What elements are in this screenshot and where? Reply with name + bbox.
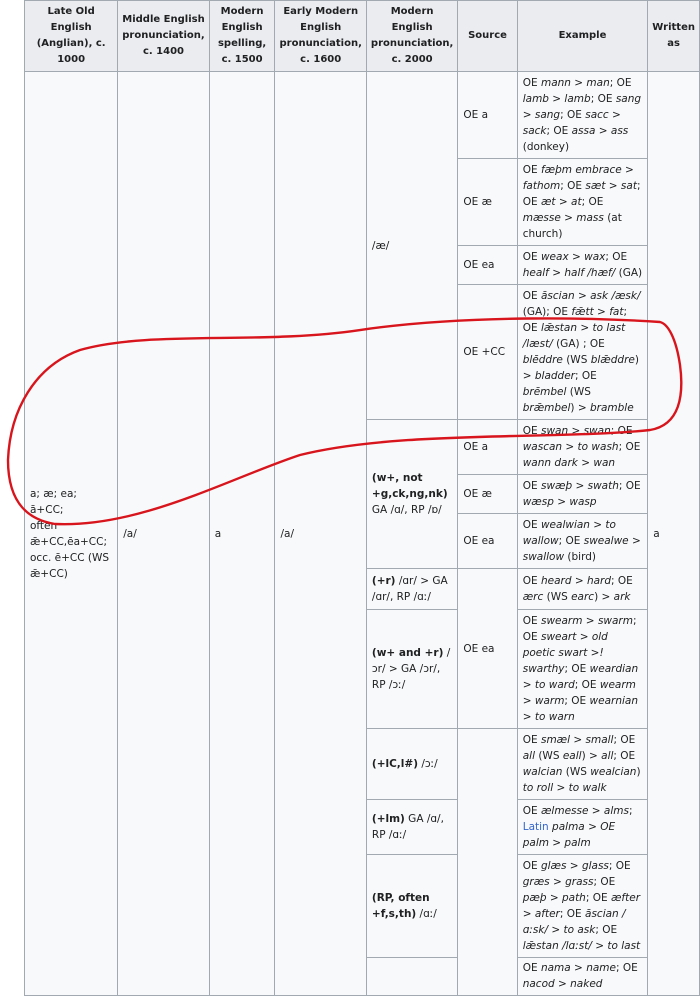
example-text: ; OE [593, 876, 616, 888]
example-text: brēmbel [522, 386, 567, 398]
example-text: OE [522, 251, 541, 263]
example-cell [517, 159, 648, 246]
header-early-modern[interactable]: Early Modern English pronunciation, c. 1600 [275, 1, 366, 72]
example-text: ; OE [560, 109, 586, 121]
example-text: ; OE [605, 251, 628, 263]
written-as-cell: a [648, 72, 700, 996]
source-cell: OE æ [458, 159, 517, 246]
example-text: (WS [562, 354, 591, 366]
example-text: all [601, 750, 614, 762]
header-modern-pronunciation[interactable]: Modern English pronunciation, c. 2000 [366, 1, 457, 72]
modern-pron-lm [366, 800, 457, 855]
example-text: OE [522, 425, 541, 437]
example-text: bladder [534, 370, 575, 382]
example-text: ; OE [581, 196, 604, 208]
example-text: OE [522, 805, 541, 817]
example-text: walcian [522, 766, 563, 778]
example-text: græs > grass [522, 876, 594, 888]
example-text: ærc [522, 591, 544, 603]
example-cell [517, 569, 648, 610]
example-text: ; OE [613, 750, 636, 762]
middle-english-cell: /a/ [118, 72, 209, 996]
example-text: ; OE [610, 425, 633, 437]
example-text: nama > name [540, 962, 616, 974]
condition-text: (w+, not +g,ck,ng,nk) [371, 472, 448, 500]
example-cell [517, 855, 648, 958]
example-text: (WS [535, 750, 563, 762]
example-text: to roll > to walk [522, 782, 607, 794]
example-text: swan > swan [540, 425, 611, 437]
example-text: āscian /ɑːsk/ > to ask [522, 908, 626, 936]
pron-text: GA /ɑ/, RP /ɑː/ [371, 813, 444, 841]
example-text: nacod > naked [522, 978, 603, 990]
example-text: ) > [594, 591, 614, 603]
example-text: sweart > old poetic swart >! swarthy [522, 631, 608, 675]
example-text: swæþ > swath [540, 480, 619, 492]
example-text: eall [562, 750, 582, 762]
example-text: ; OE [590, 93, 616, 105]
header-source[interactable]: Source [458, 1, 517, 72]
example-text: OE [522, 290, 541, 302]
example-text: ark [613, 591, 631, 603]
example-text: swearm > swarm [540, 615, 633, 627]
example-text: ; OE [564, 663, 590, 675]
header-written-as[interactable]: Written as [648, 1, 700, 72]
modern-pron-rp [366, 855, 457, 958]
example-text: pæþ > path [522, 892, 586, 904]
example-text: weax > wax [540, 251, 606, 263]
example-text: OE [522, 164, 541, 176]
example-cell [517, 800, 648, 855]
header-middle-english[interactable]: Middle English pronunciation, c. 1400 [118, 1, 209, 72]
example-text: assa > ass [571, 125, 629, 137]
header-late-old-english[interactable]: Late Old English (Anglian), c. 1000 [25, 1, 118, 72]
example-text: lamb > lamb [522, 93, 591, 105]
source-cell: OE a [458, 420, 517, 475]
source-cell: OE a [458, 72, 517, 159]
pron-text: GA /ɑ/, RP /ɒ/ [371, 504, 442, 516]
modern-pron-ae: /æ/ [366, 72, 457, 420]
modern-pron-lc [366, 729, 457, 800]
example-text: ; [628, 805, 633, 817]
example-text: (donkey) [522, 141, 570, 153]
example-text: ) [636, 766, 641, 778]
example-text: lǣstan > to last /læst/ [522, 322, 626, 350]
example-text: ; OE [585, 892, 611, 904]
example-text: ; OE [618, 441, 641, 453]
condition-text: (+lm) [371, 813, 405, 825]
example-text: ; OE [560, 180, 586, 192]
example-cell [517, 958, 648, 996]
cell-text: occ. ē+CC (WS [30, 551, 110, 564]
example-text: fæþm embrace > fathom [522, 164, 634, 192]
example-text: healf > half /hæf/ [522, 267, 616, 279]
cell-text: a; æ; ea; ā+CC; [30, 487, 77, 516]
header-example[interactable]: Example [517, 1, 648, 72]
example-text: ; OE [613, 734, 636, 746]
example-text: ; OE [558, 535, 584, 547]
example-text: earc [571, 591, 595, 603]
example-text: OE [522, 734, 541, 746]
example-text: ; OE [522, 306, 627, 334]
example-text: æfter > after [522, 892, 641, 920]
example-text: (GA) [615, 267, 643, 279]
header-row [25, 1, 700, 72]
table-row [25, 72, 700, 159]
source-cell: OE æ [458, 475, 517, 514]
example-text: ; OE [595, 924, 618, 936]
modern-spelling-cell: a [209, 72, 275, 996]
example-cell [517, 514, 648, 569]
condition-text: (RP, often +f,s,th) [371, 892, 430, 920]
cell-text: ǣ+CC) [30, 567, 68, 580]
example-text: wann dark > wan [522, 457, 616, 469]
example-text: ælmesse > alms [540, 805, 629, 817]
source-cell: OE ea [458, 569, 517, 729]
example-text: OE [522, 860, 541, 872]
example-text: smæl > small [540, 734, 614, 746]
example-text: ; OE [574, 370, 597, 382]
pron-text: /ɑː/ [416, 908, 437, 920]
modern-pron-w-not [366, 420, 457, 569]
pron-text: /ɑr/ > GA /ɑr/, RP /ɑː/ [371, 575, 448, 603]
early-modern-cell: /a/ [275, 72, 366, 996]
example-text: OE [522, 480, 541, 492]
example-text: sang > sang [522, 93, 642, 121]
example-text: wealcian [590, 766, 637, 778]
example-cell [517, 285, 648, 420]
example-text: OE [522, 575, 541, 587]
example-text: ) > [570, 402, 590, 414]
example-text: ; OE [546, 125, 572, 137]
example-text: brǣmbel [522, 402, 571, 414]
example-text: wæsp > wasp [522, 496, 597, 508]
example-text: (at church) [522, 212, 622, 240]
example-text: glæs > glass [540, 860, 609, 872]
example-text: (WS [562, 766, 591, 778]
example-cell [517, 729, 648, 800]
example-text: all [522, 750, 535, 762]
example-text: ; OE [522, 615, 637, 643]
example-text: wearnian > to warn [522, 695, 639, 723]
example-text: weardian > to ward [522, 663, 639, 691]
late-old-english-cell [25, 72, 118, 996]
example-text: wearm > warm [522, 679, 636, 707]
modern-pron-cut [366, 958, 457, 996]
example-link[interactable]: Latin [522, 821, 549, 833]
example-text: lǣstan /lɑːst/ > to last [522, 940, 641, 952]
example-text: ; OE [611, 575, 633, 587]
example-cell [517, 420, 648, 475]
example-text: bramble [590, 402, 634, 414]
example-text: ) > [581, 750, 602, 762]
example-text: sæt > sat [585, 180, 637, 192]
example-text: OE [522, 77, 541, 89]
pron-text: /ɔː/ [418, 758, 438, 770]
example-text: fǣtt > fat [571, 306, 624, 318]
example-cell [517, 246, 648, 285]
example-text: OE [522, 519, 541, 531]
example-text: ; OE [609, 77, 632, 89]
example-text: ; OE [522, 180, 641, 208]
example-text: swealwe > swallow [522, 535, 641, 563]
example-text: ; OE [618, 480, 641, 492]
cell-text: ǣ+CC,ēa+CC; [30, 535, 108, 548]
header-modern-spelling[interactable]: Modern English spelling, c. 1500 [209, 1, 275, 72]
cell-text: often [30, 519, 58, 532]
modern-pron-r [366, 569, 457, 610]
example-text: ; OE [559, 908, 586, 920]
sound-changes-table [24, 0, 700, 996]
source-cell-empty [458, 729, 517, 996]
example-text: ; OE [615, 962, 638, 974]
example-text: blēddre [522, 354, 563, 366]
example-text: palma > OE palm > palm [522, 821, 616, 849]
source-cell: OE +CC [458, 285, 517, 420]
example-text: heard > hard [540, 575, 612, 587]
example-text: blǣddre [590, 354, 635, 366]
example-cell [517, 475, 648, 514]
example-text: ; OE [564, 695, 590, 707]
example-text: æt > at [540, 196, 582, 208]
example-text: ; OE [574, 679, 600, 691]
condition-text: (w+ and +r) [371, 647, 444, 659]
example-text: ; OE [608, 860, 631, 872]
example-text: (bird) [564, 551, 596, 563]
example-text: āscian > ask /æsk/ [540, 290, 641, 302]
example-text: mann > man [540, 77, 610, 89]
example-text: ) > [522, 354, 639, 382]
example-text: (WS [543, 591, 572, 603]
example-text: wealwian > to wallow [522, 519, 616, 547]
example-cell [517, 72, 648, 159]
example-text: (GA) ; OE [552, 338, 605, 350]
example-cell [517, 610, 648, 729]
condition-text: (+r) [371, 575, 396, 587]
modern-pron-war [366, 610, 457, 729]
example-text: (GA); OE [522, 306, 572, 318]
source-cell: OE ea [458, 246, 517, 285]
example-text: OE [522, 962, 541, 974]
example-text: sacc > sack [522, 109, 621, 137]
example-text: (WS [566, 386, 591, 398]
source-cell: OE ea [458, 514, 517, 569]
example-text: wascan > to wash [522, 441, 619, 453]
condition-text: (+lC,l#) [371, 758, 418, 770]
example-text: mæsse > mass [522, 212, 604, 224]
example-text: OE [522, 615, 541, 627]
pron-text: /ɔr/ > GA /ɔr/, RP /ɔː/ [371, 647, 451, 691]
